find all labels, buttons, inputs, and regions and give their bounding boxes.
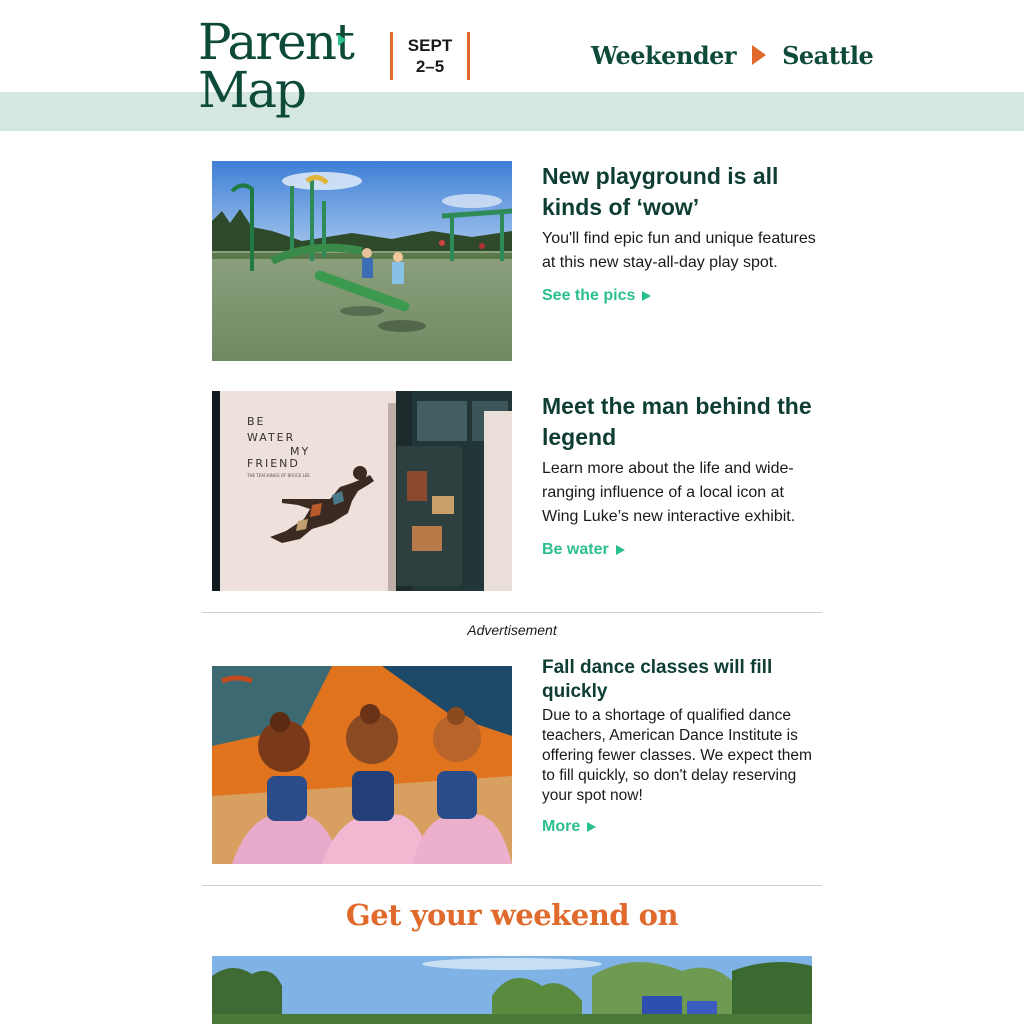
story-title[interactable]: New playground is all kinds of ‘wow’ [542, 163, 779, 220]
play-arrow-icon [642, 291, 651, 301]
story-body: Learn more about the life and wide-ranging influence of a local icon at Wing Luke’s new interactive exhibit. [542, 460, 796, 525]
story-playground [212, 161, 824, 361]
link-label: Be water [542, 541, 609, 558]
playground-image[interactable] [212, 161, 512, 361]
dance-image[interactable] [212, 666, 512, 864]
exhibit-text-my: MY [290, 445, 311, 458]
link-label: More [542, 818, 581, 835]
header [0, 0, 1024, 131]
newsletter-name: Weekender [591, 40, 737, 70]
playground-photo [212, 161, 512, 361]
play-arrow-icon [752, 45, 766, 65]
divider [202, 885, 822, 886]
header-band [0, 92, 1024, 131]
section-title: Get your weekend on [345, 898, 679, 932]
exhibit-text-be: BE [247, 415, 266, 428]
exhibit-text-friend: FRIEND [247, 457, 300, 470]
exhibit-image[interactable] [212, 391, 512, 591]
story-exhibit [212, 391, 824, 591]
logo-line2: Map [198, 61, 306, 119]
advertisement-label: Advertisement [467, 622, 557, 638]
more-link[interactable] [542, 818, 596, 836]
issue-date-range: 2–5 [415, 57, 445, 76]
link-label: See the pics [542, 287, 636, 304]
issue-date-month: SEPT [407, 36, 453, 55]
exhibit-text-water: WATER [247, 431, 296, 444]
logo-triangle-icon [338, 34, 346, 46]
newsletter-title [591, 38, 873, 72]
story-text [542, 391, 824, 559]
exhibit-photo [212, 391, 512, 591]
divider [202, 612, 822, 613]
logo-line1: Parent [198, 13, 353, 71]
ad-title[interactable]: Fall dance classes will fill quickly [542, 657, 773, 702]
ad-text [542, 656, 824, 836]
see-the-pics-link[interactable] [542, 287, 651, 305]
issue-date [390, 32, 470, 80]
story-title[interactable]: Meet the man behind the legend [542, 393, 812, 450]
ad-body: Due to a shortage of qualified dance teachers, American Dance Institute is offering fewer classes. We expect them to fill quickly, so don't delay reserving your spot now! [542, 707, 812, 804]
story-body: You'll find epic fun and unique features at this new stay-all-day play spot. [542, 230, 816, 271]
ad-dance-classes [212, 656, 824, 864]
newsletter-city: Seattle [782, 40, 874, 70]
play-arrow-icon [616, 545, 625, 555]
be-water-link[interactable] [542, 541, 625, 559]
weekend-feature-image[interactable] [212, 956, 812, 1024]
exhibit-text-subtitle: THE TEACHINGS OF BRUCE LEE [247, 473, 310, 478]
story-text [542, 161, 824, 305]
play-arrow-icon [587, 822, 596, 832]
weekend-feature-photo [212, 956, 812, 1024]
dance-photo [212, 666, 512, 864]
parentmap-logo[interactable] [198, 14, 358, 122]
